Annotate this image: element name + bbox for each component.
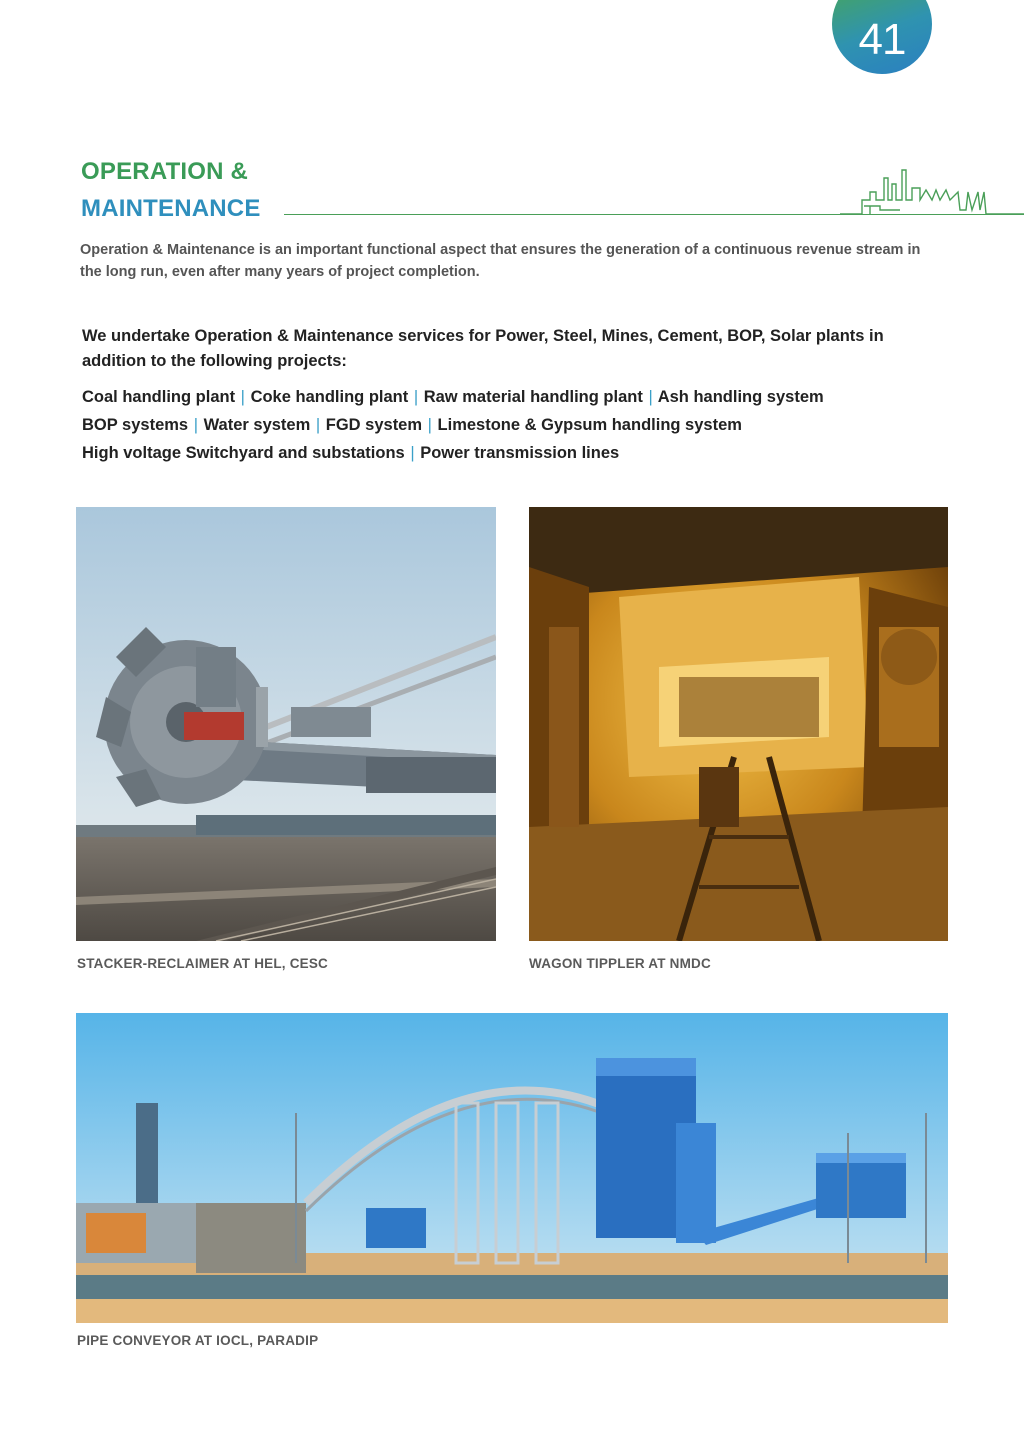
project-item: Coal handling plant bbox=[82, 388, 236, 406]
services-lead: We undertake Operation & Maintenance services for Power, Steel, Mines, Cement, BOP, Solar plants in addition to the following projects: bbox=[82, 327, 884, 370]
project-item: Limestone & Gypsum handling system bbox=[437, 416, 742, 434]
separator: | bbox=[240, 388, 245, 406]
photo-caption: STACKER-RECLAIMER AT HEL, CESC bbox=[77, 956, 328, 971]
separator: | bbox=[315, 416, 321, 434]
page-number-badge bbox=[832, 0, 932, 74]
separator: | bbox=[427, 416, 432, 434]
project-row bbox=[82, 383, 982, 411]
project-list bbox=[82, 383, 982, 467]
project-item: High voltage Switchyard and substations bbox=[82, 444, 405, 462]
project-item: Power transmission lines bbox=[420, 444, 620, 462]
photo-caption: PIPE CONVEYOR AT IOCL, PARADIP bbox=[77, 1333, 319, 1348]
project-item: Ash handling system bbox=[657, 388, 824, 406]
project-item: Coke handling plant bbox=[250, 388, 409, 406]
page-title bbox=[81, 153, 261, 227]
project-row bbox=[82, 411, 982, 439]
photo-caption: WAGON TIPPLER AT NMDC bbox=[529, 956, 711, 971]
project-item: Water system bbox=[203, 416, 311, 434]
industrial-skyline-icon bbox=[840, 166, 1024, 216]
separator: | bbox=[193, 416, 198, 434]
page-number: 41 bbox=[858, 15, 906, 64]
project-item: FGD system bbox=[325, 416, 423, 434]
intro-paragraph: Operation & Maintenance is an important functional aspect that ensures the generation of a continuous revenue stream in the long run, even after many years of project completion. bbox=[80, 242, 921, 280]
separator: | bbox=[413, 388, 419, 406]
project-item: BOP systems bbox=[82, 416, 189, 434]
project-item: Raw material handling plant bbox=[423, 388, 643, 406]
separator: | bbox=[648, 388, 653, 406]
title-line-1: OPERATION & bbox=[81, 158, 249, 185]
stacker-reclaimer-photo bbox=[76, 507, 496, 941]
separator: | bbox=[410, 444, 415, 462]
pipe-conveyor-photo bbox=[76, 1013, 948, 1323]
title-line-2: MAINTENANCE bbox=[81, 195, 261, 222]
project-row bbox=[82, 439, 982, 467]
wagon-tippler-photo bbox=[529, 507, 948, 941]
